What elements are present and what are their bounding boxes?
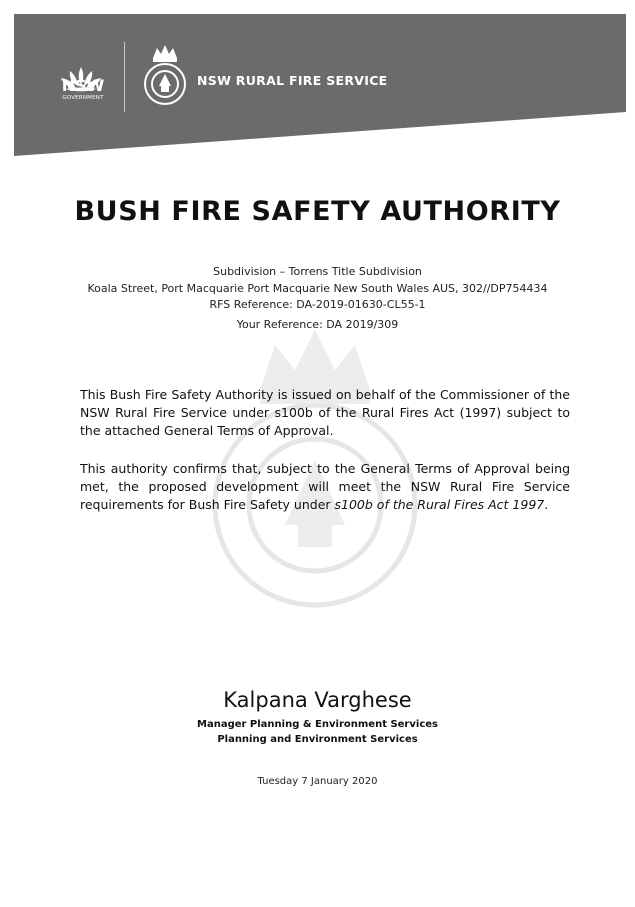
signatory-department: Planning and Environment Services (217, 734, 418, 745)
paragraph-2-act: s100b of the Rural Fires Act 1997 (334, 497, 545, 512)
issue-date: Tuesday 7 January 2020 (257, 776, 378, 787)
paragraph-2-end: . (544, 497, 549, 512)
subdivision-line: Subdivision – Torrens Title Subdivision (213, 265, 422, 278)
nsw-logo-subtext: GOVERNMENT (62, 95, 104, 101)
nsw-logo-text: NSW (61, 76, 105, 95)
paragraph-2-text: This authority confirms that, subject to the General Terms of Approval being met, the proposed development will meet the NSW Rural Fire Service requirements for Bush Fire Safety under (80, 461, 570, 512)
signatory-role: Manager Planning & Environment Services (197, 719, 438, 730)
authority-paragraph-2 (80, 460, 570, 514)
authority-paragraph-1: This Bush Fire Safety Authority is issued on behalf of the Commissioner of the NSW Rural Fire Service under s100b of the Rural Fires Act (1997) subject to the attached General Terms of Approval. (80, 387, 570, 438)
header-banner (14, 14, 626, 156)
rfs-badge-icon (139, 40, 191, 110)
address-line: Koala Street, Port Macquarie Port Macquarie New South Wales AUS, 302//DP754434 (87, 282, 548, 295)
rfs-reference: RFS Reference: DA-2019-01630-CL55-1 (209, 298, 426, 311)
header-divider (124, 42, 125, 112)
document-title: BUSH FIRE SAFETY AUTHORITY (74, 196, 561, 227)
your-reference: Your Reference: DA 2019/309 (236, 318, 399, 331)
signatory-name: Kalpana Varghese (223, 688, 412, 712)
organisation-name: NSW RURAL FIRE SERVICE (197, 73, 388, 88)
